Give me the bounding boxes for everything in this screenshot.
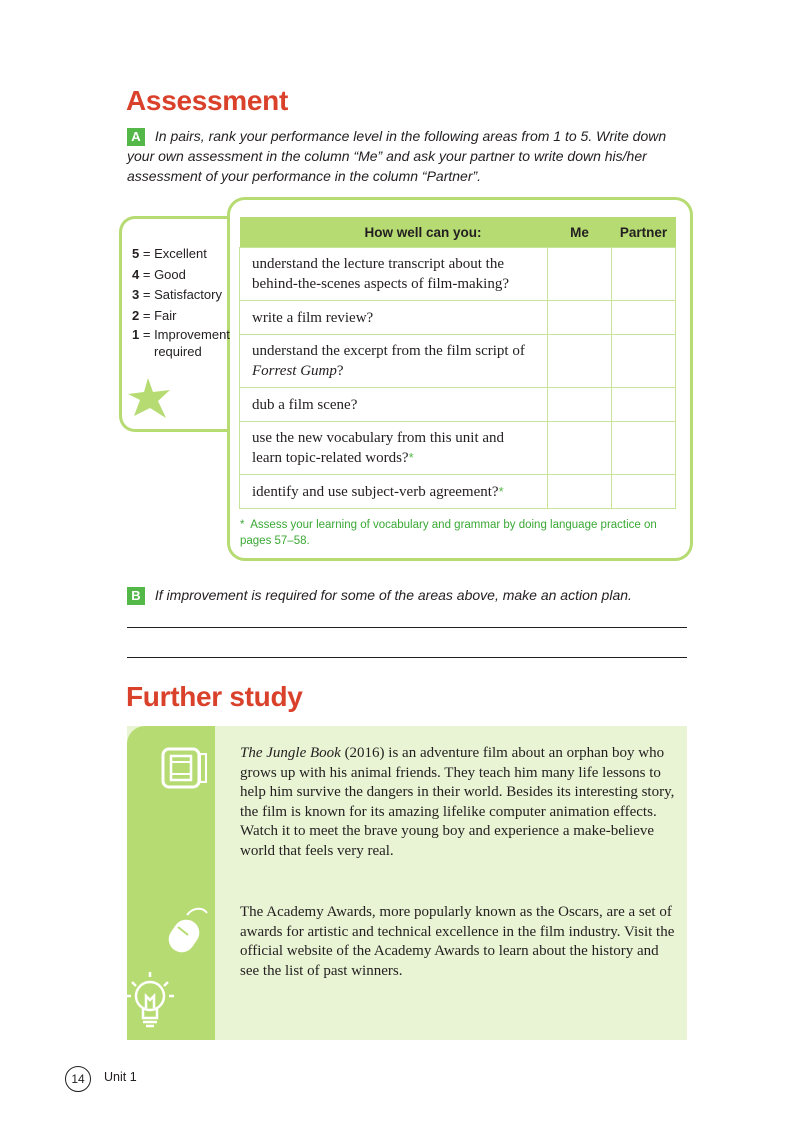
me-cell[interactable] (548, 475, 612, 509)
row-text: write a film review? (240, 301, 548, 335)
row-text: identify and use subject-verb agreement?* (240, 475, 548, 509)
row-text: understand the excerpt from the film script of Forrest Gump? (240, 335, 548, 388)
instruction-a (127, 126, 692, 186)
scale-item: 2 = Fair (132, 307, 177, 323)
table-row (240, 422, 676, 475)
rating-scale (132, 244, 230, 360)
table-row (240, 475, 676, 509)
jungle-book-paragraph: The Jungle Book (2016) is an adventure film about an orphan boy who grows up with his animal friends. They teach him many life lessons to help him survive the dangers in their world. Besides its interesting story, the film is known for its amazing lifelike computer animation effects. Watch it to meet the brave young boy and experience a make-believe world that feels very real. (240, 745, 675, 859)
table-row (240, 335, 676, 388)
partner-cell[interactable] (612, 388, 676, 422)
film-title: The Jungle Book (240, 745, 341, 761)
assessment-table (239, 217, 676, 509)
scale-item: 3 = Satisfactory (132, 287, 222, 302)
academy-awards-paragraph: The Academy Awards, more popularly known as the Oscars, are a set of awards for artistic and technical excellence in the film industry. Visit the official website of the Academy Awards to learn about the history and see the list of past winners. (240, 904, 675, 979)
answer-line-2[interactable] (127, 657, 687, 658)
scale-item: 5 = Excellent (132, 246, 207, 261)
partner-cell[interactable] (612, 301, 676, 335)
film-icon (160, 746, 210, 792)
footnote: * Assess your learning of vocabulary and grammar by doing language practice on pages 57–58. (240, 519, 657, 547)
header-how-well: How well can you: (240, 217, 548, 248)
me-cell[interactable] (548, 248, 612, 301)
table-row (240, 248, 676, 301)
header-me: Me (548, 217, 612, 248)
partner-cell[interactable] (612, 335, 676, 388)
row-text: dub a film scene? (240, 388, 548, 422)
star-icon (126, 376, 176, 422)
badge-a: A (127, 128, 145, 146)
assessment-heading: Assessment (126, 85, 288, 116)
lightbulb-icon (120, 964, 184, 1038)
badge-b: B (127, 587, 145, 605)
table-row (240, 301, 676, 335)
mouse-icon (163, 905, 213, 957)
further-study-heading: Further study (126, 681, 303, 712)
partner-cell[interactable] (612, 422, 676, 475)
row-text: understand the lecture transcript about the behind-the-scenes aspects of film-making? (240, 248, 548, 301)
instruction-b (127, 585, 692, 605)
scale-item: 4 = Good (132, 266, 186, 282)
answer-line-1[interactable] (127, 627, 687, 628)
instruction-a-text: In pairs, rank your performance level in the following areas from 1 to 5. Write down your own assessment in the column “Me” and ask your partner to write down his/her assessment of your performance in the column “Partner”. (127, 128, 667, 184)
me-cell[interactable] (548, 301, 612, 335)
header-partner: Partner (612, 217, 676, 248)
page-number: 14 (65, 1066, 91, 1092)
partner-cell[interactable] (612, 248, 676, 301)
me-cell[interactable] (548, 388, 612, 422)
me-cell[interactable] (548, 422, 612, 475)
partner-cell[interactable] (612, 475, 676, 509)
scale-item: 1 = Improvement required (132, 327, 230, 359)
instruction-b-text: If improvement is required for some of the areas above, make an action plan. (154, 587, 632, 603)
me-cell[interactable] (548, 335, 612, 388)
unit-label: Unit 1 (104, 1070, 137, 1084)
row-text: use the new vocabulary from this unit and learn topic-related words?* (240, 422, 548, 475)
table-row (240, 388, 676, 422)
